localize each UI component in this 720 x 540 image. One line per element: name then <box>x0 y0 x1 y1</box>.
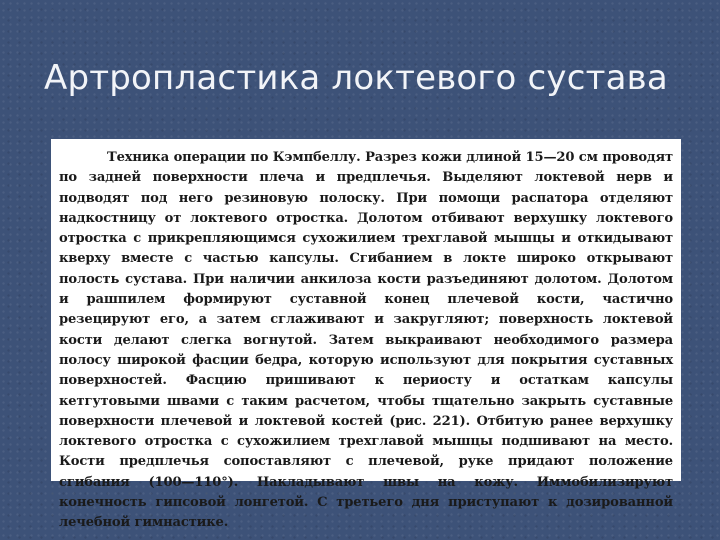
scanned-paragraph <box>59 148 673 534</box>
slide-title: Артропластика локтевого сустава <box>44 58 668 98</box>
scanned-heading: Техника операции по Кэмпбеллу. <box>107 150 361 165</box>
scanned-body-text: Разрез кожи длиной 15—20 см проводят по задней поверхности плеча и предплечья. Выделяют локтевой нерв и подводят под него резиновую полоску. При помощи распатора отделяют надкостницу от локтевого отростка. Долотом отбивают верхушку локтевого отростка с прикрепляющимся сухожилием трехглавой мышцы и откидывают кверху вместе с частью капсулы. Сгибанием в локте широко открывают полость сустава. При наличии анкилоза кости разъединяют долотом. Долотом и рашпилем формируют суставной конец плечевой кости, частично резецируют его, а затем сглаживают и закругляют; поверхность локтевой кости делают слегка вогнутой. Затем выкраивают необходимого размера полосу широкой фасции бедра, которую используют для покрытия суставных поверхностей. Фасцию пришивают к периосту и остаткам капсулы кетгутовыми швами с таким расчетом, чтобы тщательно закрыть суставные поверхности плечевой и локтевой костей (рис. 221). Отбитую ранее верхушку локтевого отростка с сухожилием трехглавой мышцы подшивают на место. Кости предплечья сопоставляют с плечевой, руке придают положение сгибания (100—110°). Накладывают швы на кожу. Иммобилизируют конечность гипсовой лонгетой. С третьего дня приступают к дозированной лечебной гимнастике. <box>59 150 673 531</box>
scanned-text-image <box>51 139 681 531</box>
